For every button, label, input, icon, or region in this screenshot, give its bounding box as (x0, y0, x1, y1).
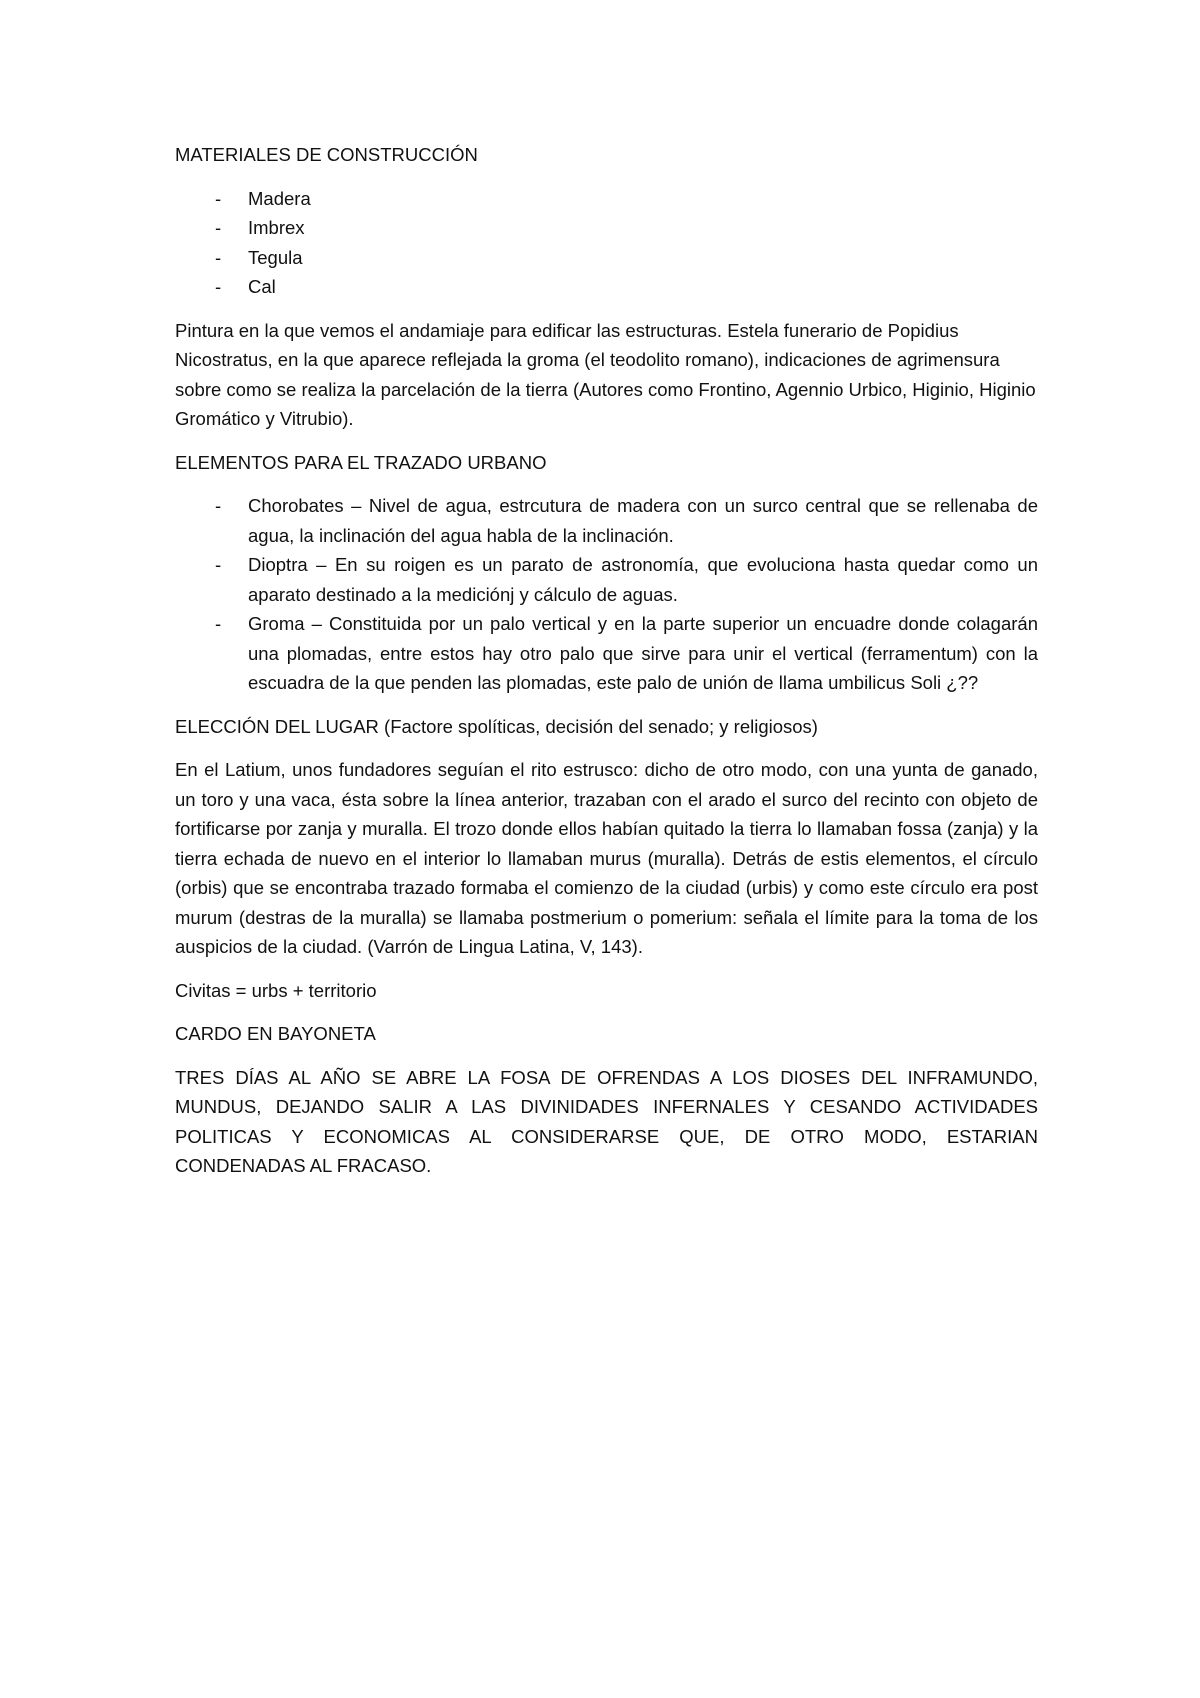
list-item (175, 272, 1038, 302)
list-item-text: Groma – Constituida por un palo vertical y en la parte superior un encuadre donde colagarán una plomadas, entre estos hay otro palo que sirve para unir el vertical (ferramentum) con la escuadra de la que penden las plomadas, este palo de unión de llama umbilicus Soli ¿?? (248, 613, 1038, 693)
materials-list (175, 184, 1038, 302)
list-item (175, 184, 1038, 214)
list-item (175, 609, 1038, 698)
formula-civitas: Civitas = urbs + territorio (175, 979, 377, 1001)
list-item (175, 213, 1038, 243)
paragraph-latium: En el Latium, unos fundadores seguían el rito estrusco: dicho de otro modo, con una yunta de ganado, un toro y una vaca, ésta sobre la línea anterior, trazaban con el arado el surco del recinto con objeto de fortificarse por zanja y muralla. El trozo donde ellos habían quitado la tierra lo llamaban fossa (zanja) y la tierra echada de nuevo en el interior lo llamaban murus (muralla). Detrás de estis elementos, el círculo (orbis) que se encontraba trazado formaba el comienzo de la ciudad (urbis) y como este círculo era post murum (destras de la muralla) se llamaba postmerium o pomerium: señala el límite para la toma de los auspicios de la ciudad. (Varrón de Lingua Latina, V, 143). (175, 759, 1038, 957)
list-item-text: Madera (248, 187, 311, 209)
paragraph-pintura: Pintura en la que vemos el andamiaje para edificar las estructuras. Estela funerario de Popidius Nicostratus, en la que aparece reflejada la groma (el teodolito romano), indicaciones de agrimensura sobre como se realiza la parcelación de la tierra (Autores como Frontino, Agennio Urbico, Higinio, Higinio Gromático y Vitrubio). (175, 319, 1036, 429)
list-dash: - (215, 613, 222, 634)
section-heading-elementos: ELEMENTOS PARA EL TRAZADO URBANO (175, 451, 547, 473)
section-heading-materiales: MATERIALES DE CONSTRUCCIÓN (175, 144, 478, 165)
paragraph-mundus: TRES DÍAS AL AÑO SE ABRE LA FOSA DE OFRENDAS A LOS DIOSES DEL INFRAMUNDO, MUNDUS, DEJANDO SALIR A LAS DIVINIDADES INFERNALES Y CESANDO ACTIVIDADES POLITICAS Y ECONOMICAS AL CONSIDERARSE QUE, DE OTRO MODO, ESTARIAN CONDENADAS AL FRACASO. (175, 1066, 1038, 1176)
section-heading-cardo: CARDO EN BAYONETA (175, 1023, 376, 1044)
list-dash: - (215, 276, 222, 297)
list-dash: - (215, 554, 222, 575)
list-item (175, 491, 1038, 550)
list-item-text: Imbrex (248, 217, 305, 238)
list-dash: - (215, 217, 222, 238)
list-item (175, 243, 1038, 273)
list-dash: - (215, 246, 222, 268)
list-item (175, 550, 1038, 609)
document-page (175, 140, 1038, 1181)
list-item-text: Dioptra – En su roigen es un parato de astronomía, que evoluciona hasta quedar como un aparato destinado a la mediciónj y cálculo de aguas. (248, 554, 1038, 605)
section-heading-eleccion: ELECCIÓN DEL LUGAR (Factore spolíticas, decisión del senado; y religiosos) (175, 715, 818, 737)
list-dash: - (215, 187, 222, 209)
elements-list (175, 491, 1038, 698)
list-item-text: Cal (248, 276, 276, 297)
list-item-text: Tegula (248, 246, 303, 268)
list-item-text: Chorobates – Nivel de agua, estrcutura de madera con un surco central que se rellenaba de agua, la inclinación del agua habla de la inclinación. (248, 495, 1038, 546)
list-dash: - (215, 495, 222, 516)
